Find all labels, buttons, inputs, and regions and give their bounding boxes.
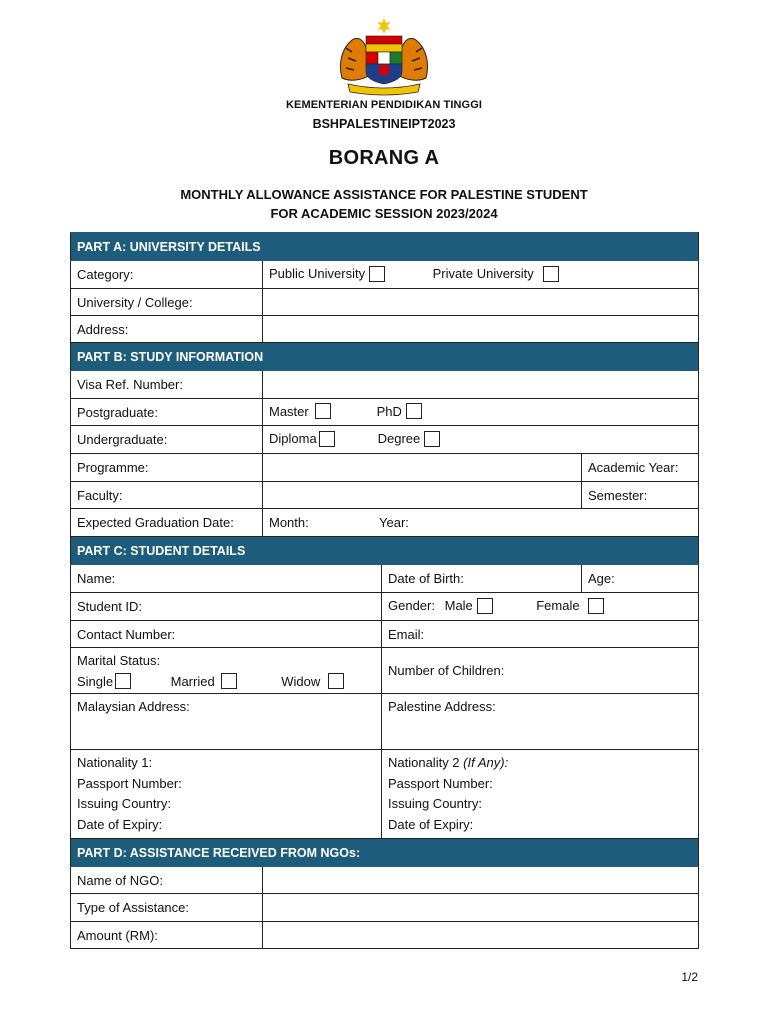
dob-label: Date of Birth: bbox=[382, 565, 582, 593]
form-subtitle-line2: FOR ACADEMIC SESSION 2023/2024 bbox=[270, 206, 498, 221]
part-d-heading: PART D: ASSISTANCE RECEIVED FROM NGOs: bbox=[71, 839, 699, 867]
nationality-2-note: (If Any): bbox=[463, 755, 509, 770]
part-b-heading: PART B: STUDY INFORMATION bbox=[71, 343, 699, 371]
marital-label: Marital Status: bbox=[77, 653, 161, 668]
application-form-table bbox=[70, 232, 699, 949]
single-checkbox[interactable] bbox=[115, 673, 131, 689]
undergraduate-options bbox=[263, 426, 699, 454]
year-label: Year: bbox=[379, 515, 409, 530]
semester-label: Semester: bbox=[582, 482, 699, 509]
nationality-1-label: Nationality 1: bbox=[77, 755, 153, 770]
issuing-country-2-label: Issuing Country: bbox=[388, 796, 482, 811]
visa-label: Visa Ref. Number: bbox=[71, 371, 263, 399]
male-label: Male bbox=[444, 598, 473, 614]
graduation-label: Expected Graduation Date: bbox=[71, 509, 263, 537]
single-label: Single bbox=[77, 673, 114, 689]
form-subtitle-line1: MONTHLY ALLOWANCE ASSISTANCE FOR PALESTINE STUDENT bbox=[180, 187, 588, 202]
widow-checkbox[interactable] bbox=[328, 673, 344, 689]
page-number: 1/2 bbox=[681, 970, 698, 984]
faculty-label: Faculty: bbox=[71, 482, 263, 509]
ngo-field[interactable] bbox=[263, 867, 699, 894]
private-university-checkbox[interactable] bbox=[543, 266, 559, 282]
part-c-heading: PART C: STUDENT DETAILS bbox=[71, 537, 699, 565]
graduation-fields bbox=[263, 509, 699, 537]
passport-1-label: Passport Number: bbox=[77, 775, 182, 791]
diploma-checkbox[interactable] bbox=[319, 431, 335, 447]
category-label: Category: bbox=[71, 261, 263, 289]
university-label: University / College: bbox=[71, 289, 263, 316]
ministry-name: KEMENTERIAN PENDIDIKAN TINGGI bbox=[285, 99, 483, 111]
female-checkbox[interactable] bbox=[588, 598, 604, 614]
university-field[interactable] bbox=[263, 289, 699, 316]
degree-checkbox[interactable] bbox=[424, 431, 440, 447]
address-field[interactable] bbox=[263, 316, 699, 343]
male-checkbox[interactable] bbox=[477, 598, 493, 614]
nationality-2-cell bbox=[382, 750, 699, 839]
expiry-2-label: Date of Expiry: bbox=[388, 816, 474, 832]
passport-2-label: Passport Number: bbox=[388, 775, 493, 791]
expiry-1-label: Date of Expiry: bbox=[77, 816, 163, 832]
name-label: Name: bbox=[71, 565, 382, 593]
children-label: Number of Children: bbox=[382, 648, 699, 694]
visa-field[interactable] bbox=[263, 371, 699, 399]
nationality-2-label: Nationality 2 bbox=[388, 755, 460, 770]
form-code: BSHPALESTINEIPT2023 bbox=[312, 117, 456, 131]
marital-status-cell bbox=[71, 648, 382, 694]
month-label: Month: bbox=[269, 515, 309, 530]
palestine-address-label: Palestine Address: bbox=[382, 694, 699, 750]
phd-label: PhD bbox=[376, 403, 402, 419]
female-label: Female bbox=[536, 598, 580, 614]
phd-checkbox[interactable] bbox=[406, 403, 422, 419]
master-label: Master bbox=[269, 403, 309, 419]
public-university-checkbox[interactable] bbox=[369, 266, 385, 282]
gender-label: Gender: bbox=[388, 598, 435, 614]
amount-field[interactable] bbox=[263, 922, 699, 949]
email-label: Email: bbox=[382, 621, 699, 648]
contact-label: Contact Number: bbox=[71, 621, 382, 648]
master-checkbox[interactable] bbox=[315, 403, 331, 419]
undergraduate-label: Undergraduate: bbox=[71, 426, 263, 454]
address-label: Address: bbox=[71, 316, 263, 343]
issuing-country-1-label: Issuing Country: bbox=[77, 796, 171, 811]
faculty-field[interactable] bbox=[263, 482, 582, 509]
assistance-type-label: Type of Assistance: bbox=[71, 894, 263, 922]
public-university-label: Public University bbox=[269, 266, 366, 282]
coat-of-arms-emblem bbox=[334, 18, 434, 98]
programme-label: Programme: bbox=[71, 454, 263, 482]
ngo-label: Name of NGO: bbox=[71, 867, 263, 894]
amount-label: Amount (RM): bbox=[71, 922, 263, 949]
malaysian-address-label: Malaysian Address: bbox=[71, 694, 382, 750]
age-label: Age: bbox=[582, 565, 699, 593]
part-a-heading: PART A: UNIVERSITY DETAILS bbox=[71, 233, 699, 261]
married-checkbox[interactable] bbox=[221, 673, 237, 689]
diploma-label: Diploma bbox=[269, 431, 317, 447]
nationality-1-cell bbox=[71, 750, 382, 839]
programme-field[interactable] bbox=[263, 454, 582, 482]
postgraduate-options bbox=[263, 399, 699, 426]
widow-label: Widow bbox=[281, 673, 321, 689]
academic-year-label: Academic Year: bbox=[582, 454, 699, 482]
degree-label: Degree bbox=[377, 431, 421, 447]
category-options bbox=[263, 261, 699, 289]
married-label: Married bbox=[170, 673, 215, 689]
postgraduate-label: Postgraduate: bbox=[71, 399, 263, 426]
gender-options bbox=[382, 593, 699, 621]
student-id-label: Student ID: bbox=[71, 593, 382, 621]
form-title: BORANG A bbox=[328, 147, 440, 169]
private-university-label: Private University bbox=[432, 266, 534, 282]
assistance-type-field[interactable] bbox=[263, 894, 699, 922]
